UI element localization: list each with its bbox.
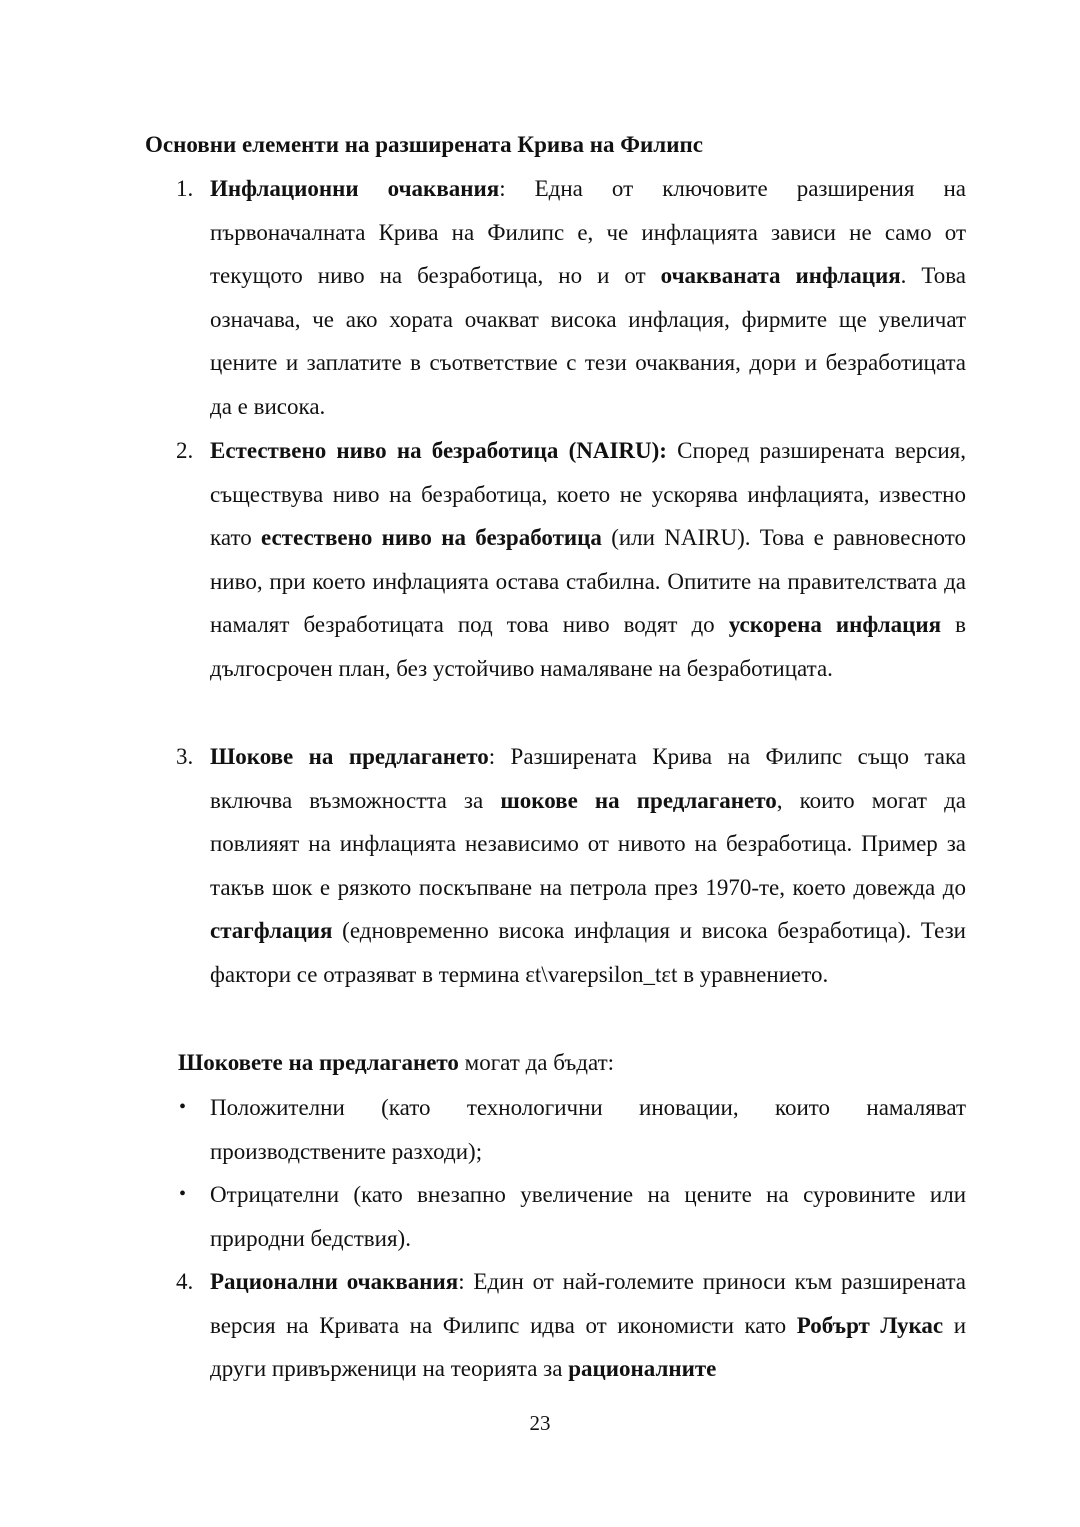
body-text: Положителни (като технологични иновации, които намаляват производствените разходи); bbox=[210, 1095, 966, 1164]
body-text: в дългосрочен план, без устойчиво намаляване на безработицата. bbox=[210, 612, 966, 681]
bullet-symbol: • bbox=[179, 1096, 187, 1118]
bullet-symbol: • bbox=[179, 1183, 187, 1205]
list-item-supply-shocks bbox=[176, 735, 966, 997]
term: Шоковете на предлагането bbox=[178, 1050, 459, 1075]
body-text: (едновременно висока инфлация и висока безработица). Тези фактори се отразяват в термина εt\varepsilon_tεt в уравнението. bbox=[210, 918, 966, 987]
body-text: , които могат да повлияят на инфлацията независимо от нивото на безработица. Пример за такъв шок е рязкото поскъпване на петрола през 1970-те, което довежда до bbox=[210, 787, 966, 900]
body-text: : Една от ключовите разширения на първоначалната Крива на Филипс е, че инфлацията зависи не само от текущото ниво на безработица, но и от bbox=[210, 176, 966, 289]
list-number: 2. bbox=[176, 438, 194, 463]
section-heading: Основни елементи на разширената Крива на Филипс bbox=[145, 132, 703, 157]
list-number: 4. bbox=[176, 1269, 194, 1294]
body-text: : Разширената Крива на Филипс също така включва възможността за bbox=[210, 744, 966, 813]
body-text: Според разширената версия, съществува ниво на безработица, което не ускорява инфлацията, известно като bbox=[210, 438, 966, 551]
list-number: 3. bbox=[176, 744, 194, 769]
body-text: . Това означава, че ако хората очакват висока инфлация, фирмите ще увеличат цените и заплатите в съответствие с тези очаквания, дори и безработицата да е висока. bbox=[210, 263, 966, 419]
term: рационалните bbox=[568, 1356, 717, 1382]
term: Рационални очаквания bbox=[210, 1269, 459, 1294]
term: Естествено ниво на безработица (NAIRU): bbox=[210, 438, 667, 463]
body-text: : Един от най-големите приноси към разширената версия на Кривата на Филипс идва от икономисти като bbox=[210, 1269, 966, 1338]
term: ускорена инфлация bbox=[728, 612, 942, 638]
list-item-rational-expectations bbox=[176, 1260, 966, 1391]
bullet-item-negative bbox=[179, 1173, 966, 1260]
term: стагфлация bbox=[210, 918, 333, 944]
term: Инфлационни очаквания bbox=[210, 176, 500, 201]
term: очакваната инфлация bbox=[660, 263, 901, 289]
body-text: Отрицателни (като внезапно увеличение на цените на суровините или природни бедствия). bbox=[210, 1182, 966, 1251]
list-item-inflation-expectations bbox=[176, 167, 966, 429]
term: естествено ниво на безработица bbox=[260, 525, 602, 551]
bullet-item-positive bbox=[179, 1086, 966, 1173]
term: шокове на предлагането bbox=[500, 787, 777, 813]
list-number: 1. bbox=[176, 176, 194, 201]
term: Робърт Лукас bbox=[796, 1312, 944, 1338]
body-text: и други привърженици на теорията за bbox=[210, 1312, 966, 1382]
body-text: (или NAIRU). Това е равновесното ниво, при което инфлацията остава стабилна. Опитите на правителствата да намалят безработицата под това ниво водят до bbox=[210, 525, 967, 638]
list-item-nairu bbox=[176, 429, 967, 691]
term: Шокове на предлагането bbox=[210, 744, 489, 769]
shocks-intro bbox=[178, 1041, 968, 1085]
page-number: 23 bbox=[529, 1411, 551, 1435]
body-text: могат да бъдат: bbox=[458, 1050, 615, 1075]
